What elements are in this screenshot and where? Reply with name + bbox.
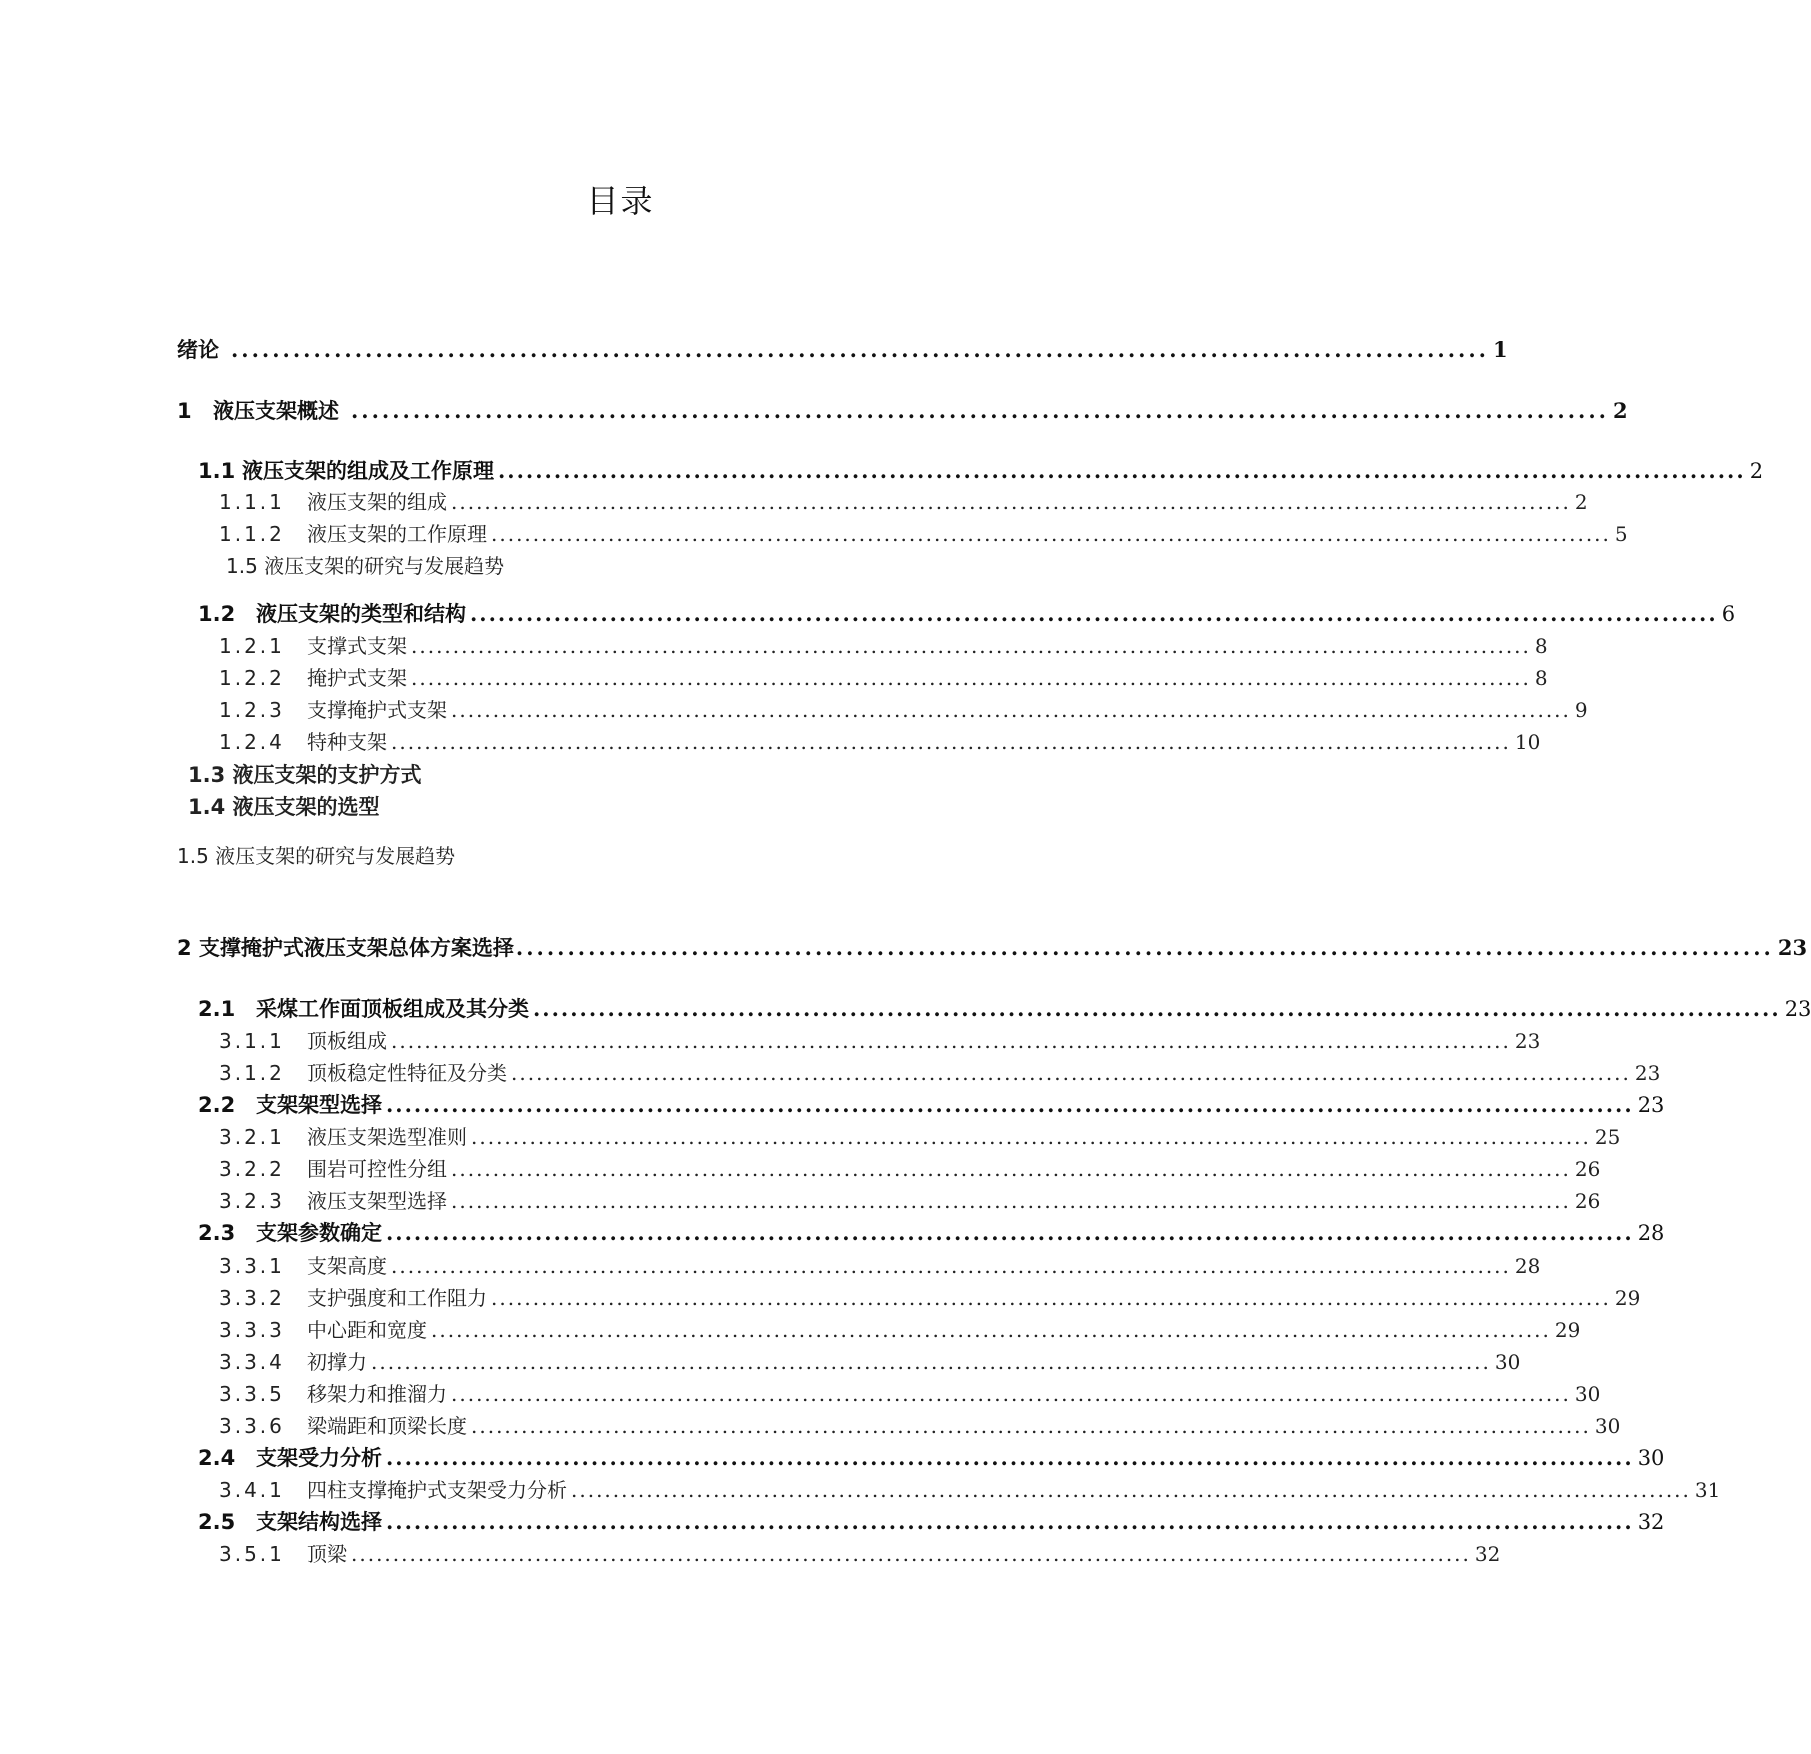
toc-entry-number: 2.5 — [198, 1510, 236, 1534]
toc-entry-label: 液压支架的类型和结构 — [256, 602, 466, 626]
toc-entry-page: 29 — [1554, 1318, 1581, 1342]
toc-entry-intro[interactable] — [177, 335, 1508, 365]
toc-entry-number: 2.1 — [198, 997, 236, 1021]
toc-leader: ...................................................................................................................................... — [391, 1254, 1511, 1278]
toc-leader: ...................................................................................................................................... — [571, 1478, 1691, 1502]
toc-entry-label: 支护强度和工作阻力 — [307, 1286, 487, 1310]
toc-entry-subsection[interactable] — [219, 631, 1548, 661]
toc-entry-subsection[interactable] — [219, 1475, 1721, 1505]
toc-entry-label: 1.3 液压支架的支护方式 — [188, 763, 422, 787]
toc-entry-page: 23 — [1514, 1029, 1541, 1053]
toc-entry-label: 初撑力 — [307, 1350, 367, 1374]
toc-leader: .......................................................................................................................... — [231, 337, 1489, 362]
toc-leader: ...................................................................................................................................... — [386, 1445, 1634, 1470]
toc-entry-number: 1.2.4 — [219, 730, 285, 754]
toc-entry-chapter-2[interactable] — [177, 933, 1808, 963]
toc-entry-number: 3.1.1 — [219, 1029, 285, 1053]
toc-entry-label: 采煤工作面顶板组成及其分类 — [256, 997, 529, 1021]
toc-entry-subsection[interactable] — [219, 1251, 1541, 1281]
toc-entry-label: 支架架型选择 — [256, 1093, 382, 1117]
toc-entry-label: 移架力和推溜力 — [307, 1382, 447, 1406]
toc-entry-label: 特种支架 — [307, 730, 387, 754]
toc-entry-section[interactable] — [198, 1443, 1665, 1473]
toc-entry-number: 1.1.2 — [219, 522, 285, 546]
toc-entry-number: 3.2.3 — [219, 1189, 285, 1213]
toc-entry-label: 2 支撑掩护式液压支架总体方案选择 — [177, 936, 514, 960]
toc-leader: .......................................................................................................................... — [351, 398, 1609, 423]
toc-leader: ...................................................................................................................................... — [451, 1157, 1571, 1181]
toc-entry-label: 支架结构选择 — [256, 1510, 382, 1534]
toc-entry-page: 1 — [1492, 337, 1508, 362]
toc-entry-number: 3.1.2 — [219, 1061, 285, 1085]
page-title: 目录 — [586, 182, 655, 220]
toc-leader: ...................................................................................................................................... — [491, 522, 1611, 546]
toc-entry-section[interactable] — [198, 456, 1764, 486]
toc-entry-label: 顶板稳定性特征及分类 — [307, 1061, 507, 1085]
toc-entry-page: 28 — [1514, 1254, 1541, 1278]
toc-entry-section[interactable] — [198, 994, 1811, 1024]
toc-entry-orphan[interactable] — [188, 760, 888, 790]
toc-leader: ...................................................................................................................................... — [391, 730, 1511, 754]
toc-entry-subsection[interactable] — [219, 695, 1588, 725]
toc-entry-number: 3.3.6 — [219, 1414, 285, 1438]
toc-leader: ...................................................................................................................................... — [371, 1350, 1491, 1374]
toc-entry-subsection[interactable] — [219, 1411, 1621, 1441]
toc-entry-label: 1.5 液压支架的研究与发展趋势 — [226, 554, 505, 578]
toc-entry-number: 1.2.3 — [219, 698, 285, 722]
toc-entry-page: 30 — [1594, 1414, 1621, 1438]
toc-leader: ...................................................................................................................................... — [511, 1061, 1631, 1085]
toc-entry-label: 液压支架选型准则 — [307, 1125, 467, 1149]
toc-entry-page: 30 — [1637, 1446, 1665, 1470]
toc-leader: ...................................................................................................................................... — [471, 1125, 1591, 1149]
toc-entry-label: 液压支架型选择 — [307, 1189, 447, 1213]
toc-entry-label: 掩护式支架 — [307, 666, 407, 690]
toc-entry-label: 中心距和宽度 — [307, 1318, 427, 1342]
toc-leader: ...................................................................................................................................... — [386, 1220, 1634, 1245]
toc-leader: ...................................................................................................................................... — [351, 1542, 1471, 1566]
toc-entry-label: 支撑掩护式支架 — [307, 698, 447, 722]
toc-entry-subsection[interactable] — [219, 727, 1541, 757]
toc-entry-page: 6 — [1721, 602, 1736, 626]
toc-entry-section[interactable] — [198, 1090, 1665, 1120]
toc-entry-number: 2.2 — [198, 1093, 236, 1117]
toc-entry-page: 23 — [1784, 997, 1811, 1021]
toc-entry-number: 3.4.1 — [219, 1478, 285, 1502]
toc-leader: .......................................................................................................................... — [515, 935, 1774, 960]
toc-entry-subsection[interactable] — [219, 1283, 1641, 1313]
toc-entry-subsection[interactable] — [219, 1122, 1621, 1152]
toc-entry-page: 28 — [1637, 1221, 1665, 1245]
toc-entry-subsection[interactable] — [219, 663, 1548, 693]
toc-entry-orphan[interactable] — [188, 792, 888, 822]
toc-entry-label: 液压支架的组成 — [307, 490, 447, 514]
toc-entry-number: 1.1 — [198, 459, 236, 483]
toc-leader: ...................................................................................................................................... — [451, 1189, 1571, 1213]
toc-entry-orphan[interactable] — [177, 841, 877, 871]
toc-entry-number: 3.5.1 — [219, 1542, 285, 1566]
toc-entry-page: 23 — [1637, 1093, 1665, 1117]
toc-leader: ...................................................................................................................................... — [491, 1286, 1611, 1310]
toc-entry-page: 8 — [1534, 634, 1548, 658]
toc-entry-page: 32 — [1474, 1542, 1501, 1566]
toc-entry-label: 支架受力分析 — [256, 1446, 382, 1470]
toc-entry-subsection[interactable] — [219, 1539, 1501, 1569]
toc-entry-chapter-1[interactable] — [177, 396, 1628, 426]
toc-entry-page: 2 — [1749, 459, 1764, 483]
toc-entry-page: 23 — [1634, 1061, 1661, 1085]
toc-entry-number: 2.3 — [198, 1221, 236, 1245]
toc-entry-page: 10 — [1514, 730, 1541, 754]
toc-entry-section[interactable] — [198, 1218, 1665, 1248]
toc-entry-page: 29 — [1614, 1286, 1641, 1310]
toc-leader: ...................................................................................................................................... — [451, 490, 1571, 514]
toc-entry-page: 32 — [1637, 1510, 1665, 1534]
toc-leader: ...................................................................................................................................... — [411, 666, 1531, 690]
toc-entry-subsection[interactable] — [219, 1154, 1601, 1184]
toc-entry-section[interactable] — [198, 1507, 1665, 1537]
toc-leader: ...................................................................................................................................... — [386, 1509, 1634, 1534]
toc-entry-subsection[interactable] — [219, 1379, 1601, 1409]
toc-leader: ...................................................................................................................................... — [498, 458, 1746, 483]
toc-entry-page: 26 — [1574, 1189, 1601, 1213]
toc-entry-number: 1.1.1 — [219, 490, 285, 514]
toc-entry-label: 液压支架的工作原理 — [307, 522, 487, 546]
toc-entry-label: 顶板组成 — [307, 1029, 387, 1053]
toc-entry-section[interactable] — [198, 599, 1736, 629]
toc-entry-subsection[interactable] — [219, 1186, 1601, 1216]
toc-leader: ...................................................................................................................................... — [391, 1029, 1511, 1053]
toc-entry-page: 26 — [1574, 1157, 1601, 1181]
toc-leader: ...................................................................................................................................... — [431, 1318, 1551, 1342]
toc-leader: ...................................................................................................................................... — [451, 698, 1571, 722]
toc-leader: ...................................................................................................................................... — [470, 601, 1718, 626]
toc-entry-label: 液压支架概述 — [213, 399, 339, 423]
toc-entry-label: 支撑式支架 — [307, 634, 407, 658]
toc-leader: ...................................................................................................................................... — [411, 634, 1531, 658]
toc-entry-number: 1.2.1 — [219, 634, 285, 658]
toc-entry-orphan[interactable] — [226, 551, 826, 581]
toc-entry-subsection[interactable] — [219, 1315, 1581, 1345]
toc-entry-subsection[interactable] — [219, 1347, 1521, 1377]
toc-entry-number: 3.3.5 — [219, 1382, 285, 1406]
toc-entry-number: 3.3.4 — [219, 1350, 285, 1374]
toc-entry-number: 1 — [177, 399, 192, 423]
toc-entry-label: 四柱支撑掩护式支架受力分析 — [307, 1478, 567, 1502]
toc-entry-subsection[interactable] — [219, 1058, 1661, 1088]
toc-entry-page: 25 — [1594, 1125, 1621, 1149]
toc-entry-subsection[interactable] — [219, 487, 1588, 517]
toc-entry-label: 1.4 液压支架的选型 — [188, 795, 380, 819]
toc-entry-label: 绪论 — [177, 338, 219, 362]
toc-entry-page: 31 — [1694, 1478, 1721, 1502]
toc-entry-label: 1.5 液压支架的研究与发展趋势 — [177, 844, 456, 868]
toc-entry-label: 梁端距和顶梁长度 — [307, 1414, 467, 1438]
toc-entry-number: 3.2.2 — [219, 1157, 285, 1181]
toc-entry-page: 2 — [1574, 490, 1588, 514]
toc-entry-number: 1.2 — [198, 602, 236, 626]
toc-entry-page: 23 — [1777, 935, 1808, 960]
toc-leader: ...................................................................................................................................... — [471, 1414, 1591, 1438]
toc-entry-number: 3.3.3 — [219, 1318, 285, 1342]
toc-entry-label: 顶梁 — [307, 1542, 347, 1566]
toc-entry-page: 9 — [1574, 698, 1588, 722]
toc-entry-label: 液压支架的组成及工作原理 — [242, 459, 494, 483]
toc-entry-number: 1.2.2 — [219, 666, 285, 690]
toc-entry-page: 5 — [1614, 522, 1628, 546]
toc-entry-page: 8 — [1534, 666, 1548, 690]
toc-entry-page: 2 — [1612, 398, 1628, 423]
toc-entry-subsection[interactable] — [219, 1026, 1541, 1056]
toc-entry-label: 支架高度 — [307, 1254, 387, 1278]
toc-leader: ...................................................................................................................................... — [533, 996, 1781, 1021]
toc-entry-number: 3.2.1 — [219, 1125, 285, 1149]
toc-entry-label: 围岩可控性分组 — [307, 1157, 447, 1181]
toc-leader: ...................................................................................................................................... — [386, 1092, 1634, 1117]
toc-leader: ...................................................................................................................................... — [451, 1382, 1571, 1406]
toc-entry-number: 3.3.2 — [219, 1286, 285, 1310]
toc-entry-page: 30 — [1494, 1350, 1521, 1374]
toc-entry-number: 3.3.1 — [219, 1254, 285, 1278]
toc-entry-subsection[interactable] — [219, 519, 1628, 549]
toc-entry-number: 2.4 — [198, 1446, 236, 1470]
toc-entry-page: 30 — [1574, 1382, 1601, 1406]
toc-entry-label: 支架参数确定 — [256, 1221, 382, 1245]
